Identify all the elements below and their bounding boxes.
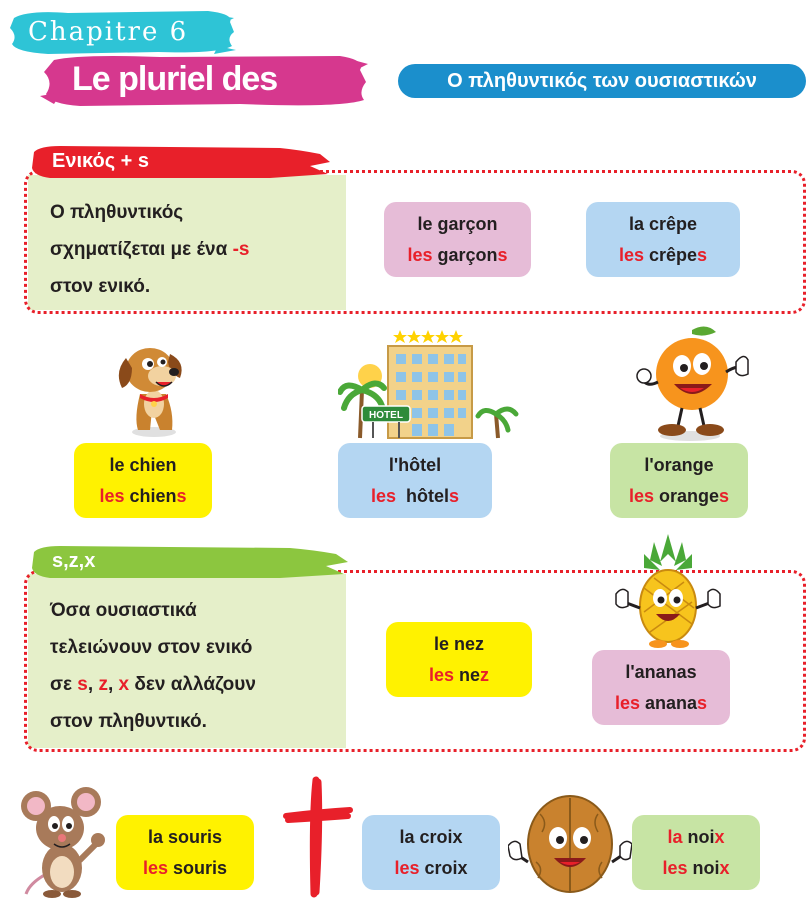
card-singular: le chien (109, 454, 177, 475)
word-card-chien (74, 443, 212, 518)
rule-2-line-1: Όσα ουσιαστικά (50, 600, 197, 621)
card-plural: les ananas (614, 692, 708, 713)
walnut-illustration (508, 792, 632, 900)
card-singular: l'orange (644, 454, 714, 475)
card-singular: l'hôtel (388, 454, 442, 475)
page-subtitle: Ο πληθυντικός των ουσιαστικών (398, 64, 806, 98)
word-card-noix (632, 815, 760, 890)
card-singular: la noix (667, 826, 725, 847)
dog-illustration (110, 332, 192, 440)
card-singular: la croix (399, 826, 463, 847)
card-plural: les noix (662, 857, 730, 878)
word-card-garcon (384, 202, 531, 277)
rule-1-line-2: σχηματίζεται με ένα -s (50, 239, 250, 260)
card-plural: les croix (394, 857, 468, 878)
word-card-nez (386, 622, 532, 697)
card-singular: le nez (433, 633, 485, 654)
cross-illustration (282, 776, 354, 898)
mouse-illustration (20, 782, 114, 900)
rule-2-line-3: σε s, z, x δεν αλλάζουν (50, 674, 256, 695)
chapter-label: Chapitre 6 (28, 17, 189, 47)
rule-text-2 (50, 592, 340, 740)
section-tab-1-label: Ενικός + s (52, 150, 150, 172)
word-card-souris (116, 815, 254, 890)
card-singular: la crêpe (628, 213, 698, 234)
word-card-crepe (586, 202, 740, 277)
card-singular: l'ananas (625, 661, 697, 682)
rule-2-line-2: τελειώνουν στον ενικό (50, 637, 253, 658)
orange-illustration (636, 322, 752, 442)
rule-1-highlight: -s (232, 239, 250, 260)
card-singular: la souris (147, 826, 223, 847)
word-card-ananas (592, 650, 730, 725)
card-singular: le garçon (417, 213, 498, 234)
rule-text-1 (50, 194, 340, 305)
section-tab-2-label: s,z,x (52, 550, 96, 572)
hotel-sign-text: HOTEL (369, 410, 403, 421)
card-plural: les oranges (628, 485, 730, 506)
word-card-croix (362, 815, 500, 890)
page-title: Le pluriel des noms (72, 60, 278, 144)
rule-2-line-4: στον πληθυντικό. (50, 711, 207, 732)
rule-1-line-3: στον ενικό. (50, 276, 151, 297)
card-plural: les souris (142, 857, 228, 878)
card-plural: les crêpes (618, 244, 708, 265)
card-plural: les nez (428, 664, 490, 685)
hotel-illustration (338, 328, 528, 440)
rule-1-line-1: Ο πληθυντικός (50, 202, 184, 223)
pineapple-illustration (614, 532, 722, 650)
card-plural: les hôtels (370, 485, 460, 506)
card-plural: les chiens (99, 485, 187, 506)
card-plural: les garçons (407, 244, 508, 265)
word-card-hotel (338, 443, 492, 518)
word-card-orange (610, 443, 748, 518)
